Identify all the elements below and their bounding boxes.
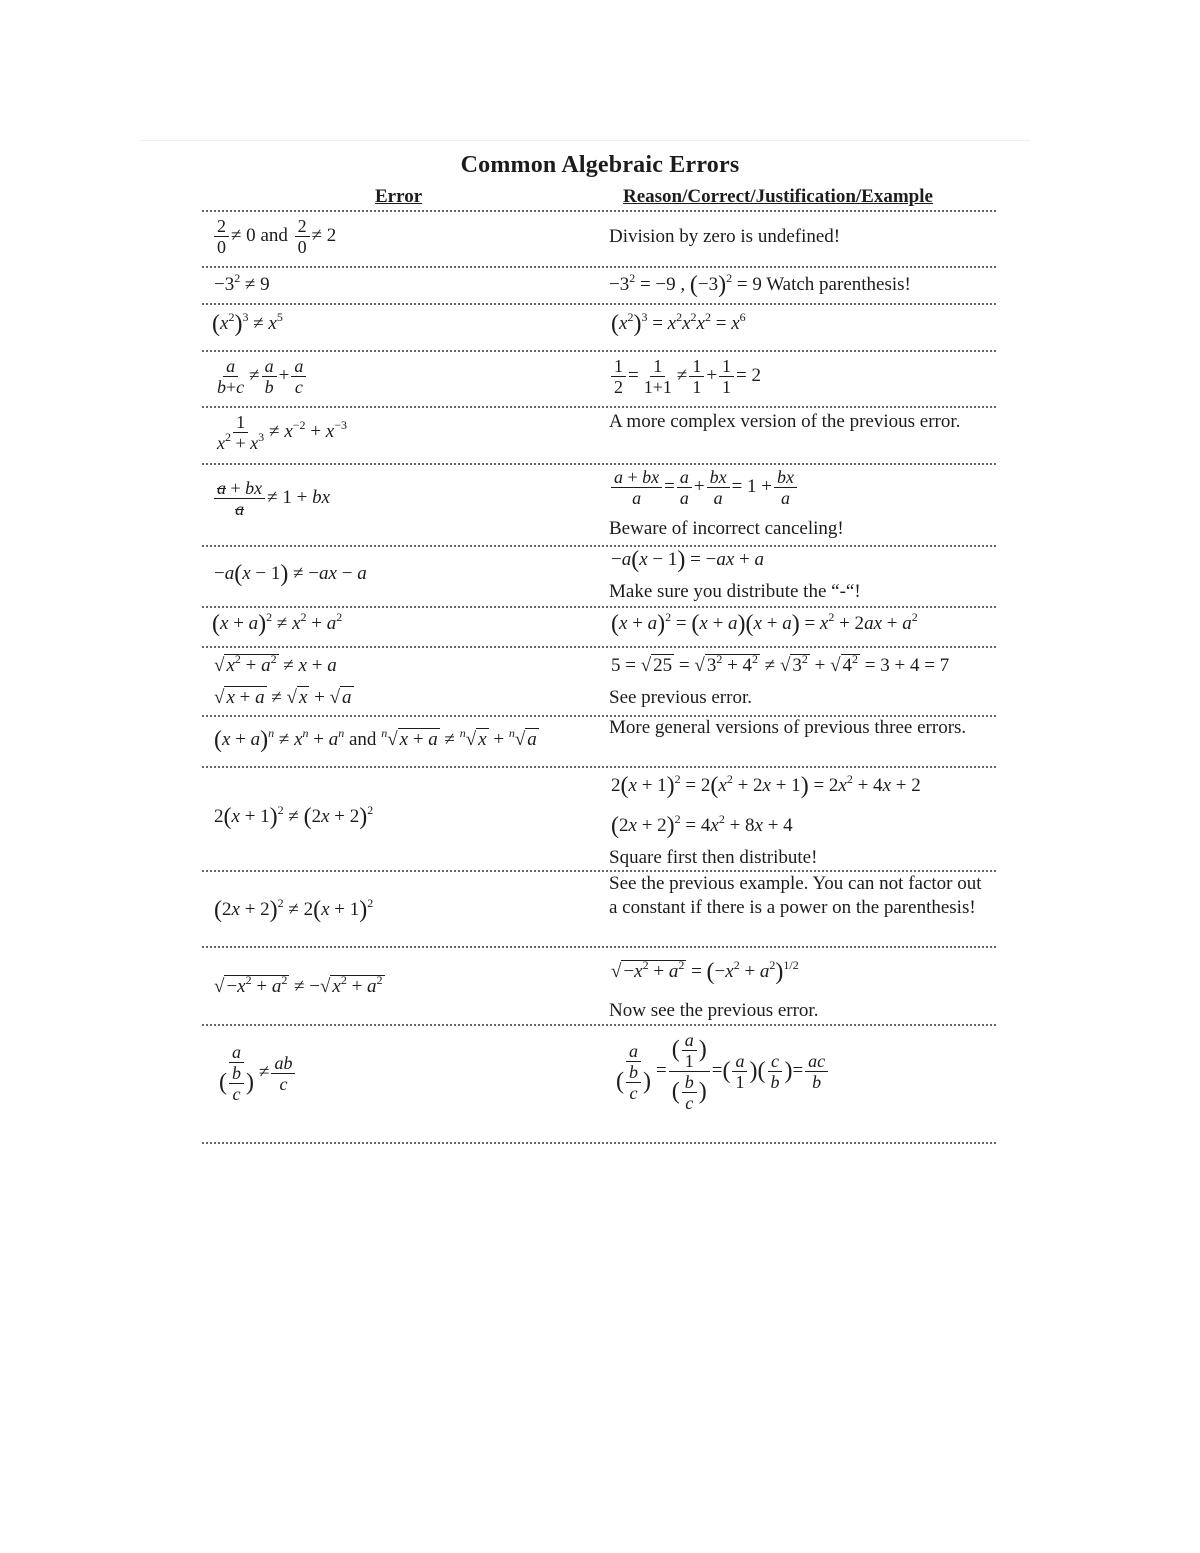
error-negative-square: $-3^2 \ne 9$ — [214, 271, 270, 295]
error-square-of-sum: $(x + a)^2 \ne x^2 + a^2$ — [212, 610, 343, 637]
reason-general-power: More general versions of previous three errors. — [609, 717, 967, 738]
reason-sqrt-sum-squares: 5 = √ 25 = √ $3^2 + 4^2$ ≠ √ $3^2$ + √ $4^2 = 3 + 4 = 7$ — [611, 652, 950, 676]
reason-square-text: Square first then distribute! — [609, 847, 818, 868]
row-divider — [202, 463, 996, 465]
reason-sqrt-negative-text: Now see the previous error. — [609, 1000, 819, 1021]
row-divider — [202, 946, 996, 948]
row-divider — [202, 350, 996, 352]
reason-square-of-sum: $(x + a)^2 = (x + a)(x + a) = x^2 + 2ax + a^2$ — [611, 610, 918, 637]
error-sqrt-sum: √ x + a ≠ √ x + √ a — [214, 687, 352, 708]
watch-parenthesis-text: Watch parenthesis! — [766, 274, 911, 295]
reason-compound-fraction: a ( $\frac{b}{c}$ ) = ( $\frac{a}{1}$ ) ( $\frac{b}{c}$ ) =( $\frac{a}{1}$ )( $\frac{c}{b}$ )= $\frac{ac}{b}$ — [611, 1030, 830, 1113]
error-incorrect-canceling: $\frac{a + bx}{a}$ ≠ 1 + bx — [212, 478, 330, 519]
reason-sqrt-negative-formula: √ $-x^2 + a^2 = (-x^2 + a^2)^{1/2}$ — [611, 958, 799, 985]
error-sqrt-negative: √ $-x^2 + a^2$ ≠ −√ $x^2 + a^2$ — [214, 973, 383, 997]
reason-division-by-zero: Division by zero is undefined! — [609, 226, 841, 247]
reason-sqrt-sum: See previous error. — [609, 687, 752, 708]
row-divider — [202, 766, 996, 768]
reason-distribute-text: Make sure you distribute the “-“! — [609, 581, 861, 602]
error-factor-constant: $(2x + 2)^2 \ne 2(x + 1)^2$ — [214, 896, 374, 923]
error-general-power: $(x + a)^n \ne x^n + a^n$ and $^n$√ x + a ≠ $^n$√ x + $^n$√ a — [214, 726, 537, 753]
row-divider — [202, 606, 996, 608]
error-reciprocal-sum: $\frac{1}{x^2 + x^3}$ ≠ $x^{-2} + x^{-3}$ — [217, 412, 347, 453]
error-square-then-distribute: $2(x + 1)^2 \ne (2x + 2)^2$ — [214, 803, 374, 830]
and-word: and — [260, 224, 288, 246]
error-power-of-power: $(x^2)^3 \ne x^5$ — [212, 310, 283, 337]
error-compound-fraction: a ( $\frac{b}{c}$ ) ≠ $\frac{ab}{c}$ — [214, 1042, 297, 1104]
error-column-header: Error — [375, 186, 423, 207]
row-divider — [202, 545, 996, 547]
row-divider — [202, 303, 996, 305]
row-divider — [202, 1024, 996, 1026]
reason-canceling-formula: $\frac{a + bx}{a}$ = $\frac{a}{a}$ + $\frac{bx}{a}$ = 1 + $\frac{bx}{a}$ — [609, 467, 799, 508]
error-sqrt-sum-squares: √ $x^2 + a^2 \ne x + a$ — [214, 652, 337, 676]
reason-distribute-formula: −a(x − 1) = −ax + a — [611, 547, 764, 573]
reason-column-header: Reason/Correct/Justification/Example — [623, 186, 933, 207]
error-fraction-split: $\frac{a}{b+c}$ ≠ $\frac{a}{b}$ + $\frac{a}{c}$ — [212, 356, 308, 397]
error-division-by-zero: $\frac{2}{0}$ ≠ 0 and $\frac{2}{0}$ ≠ 2 — [212, 216, 336, 257]
page-title: Common Algebraic Errors — [460, 152, 740, 178]
error-distribute-negative: −a(x − 1) ≠ −ax − a — [214, 561, 367, 587]
row-divider — [202, 266, 996, 268]
reason-fraction-split: $\frac{1}{2}$ = $\frac{1}{1+1}$ ≠ $\frac{1}{1}$ + $\frac{1}{1}$ = 2 — [609, 356, 761, 397]
reason-square-formula-1: $2(x + 1)^2 = 2(x^2 + 2x + 1) = 2x^2 + 4x + 2$ — [611, 772, 921, 799]
page-edge-line — [140, 140, 1030, 141]
reason-negative-square: $-3^2 = -9$ , $(-3)^2 = 9$ Watch parenthesis! — [609, 271, 911, 298]
row-divider — [202, 210, 996, 212]
reason-canceling-text: Beware of incorrect canceling! — [609, 518, 844, 539]
reason-reciprocal-sum: A more complex version of the previous error. — [609, 411, 961, 432]
reason-square-formula-2: $(2x + 2)^2 = 4x^2 + 8x + 4$ — [611, 812, 793, 839]
reason-factor-constant: See the previous example. You can not factor out a constant if there is a power on the parenthesis! — [609, 873, 982, 918]
row-divider — [202, 646, 996, 648]
row-divider — [202, 1142, 996, 1144]
and-word: and — [349, 729, 377, 750]
row-divider — [202, 406, 996, 408]
reason-power-of-power: $(x^2)^3 = x^2x^2x^2 = x^6$ — [611, 310, 746, 337]
